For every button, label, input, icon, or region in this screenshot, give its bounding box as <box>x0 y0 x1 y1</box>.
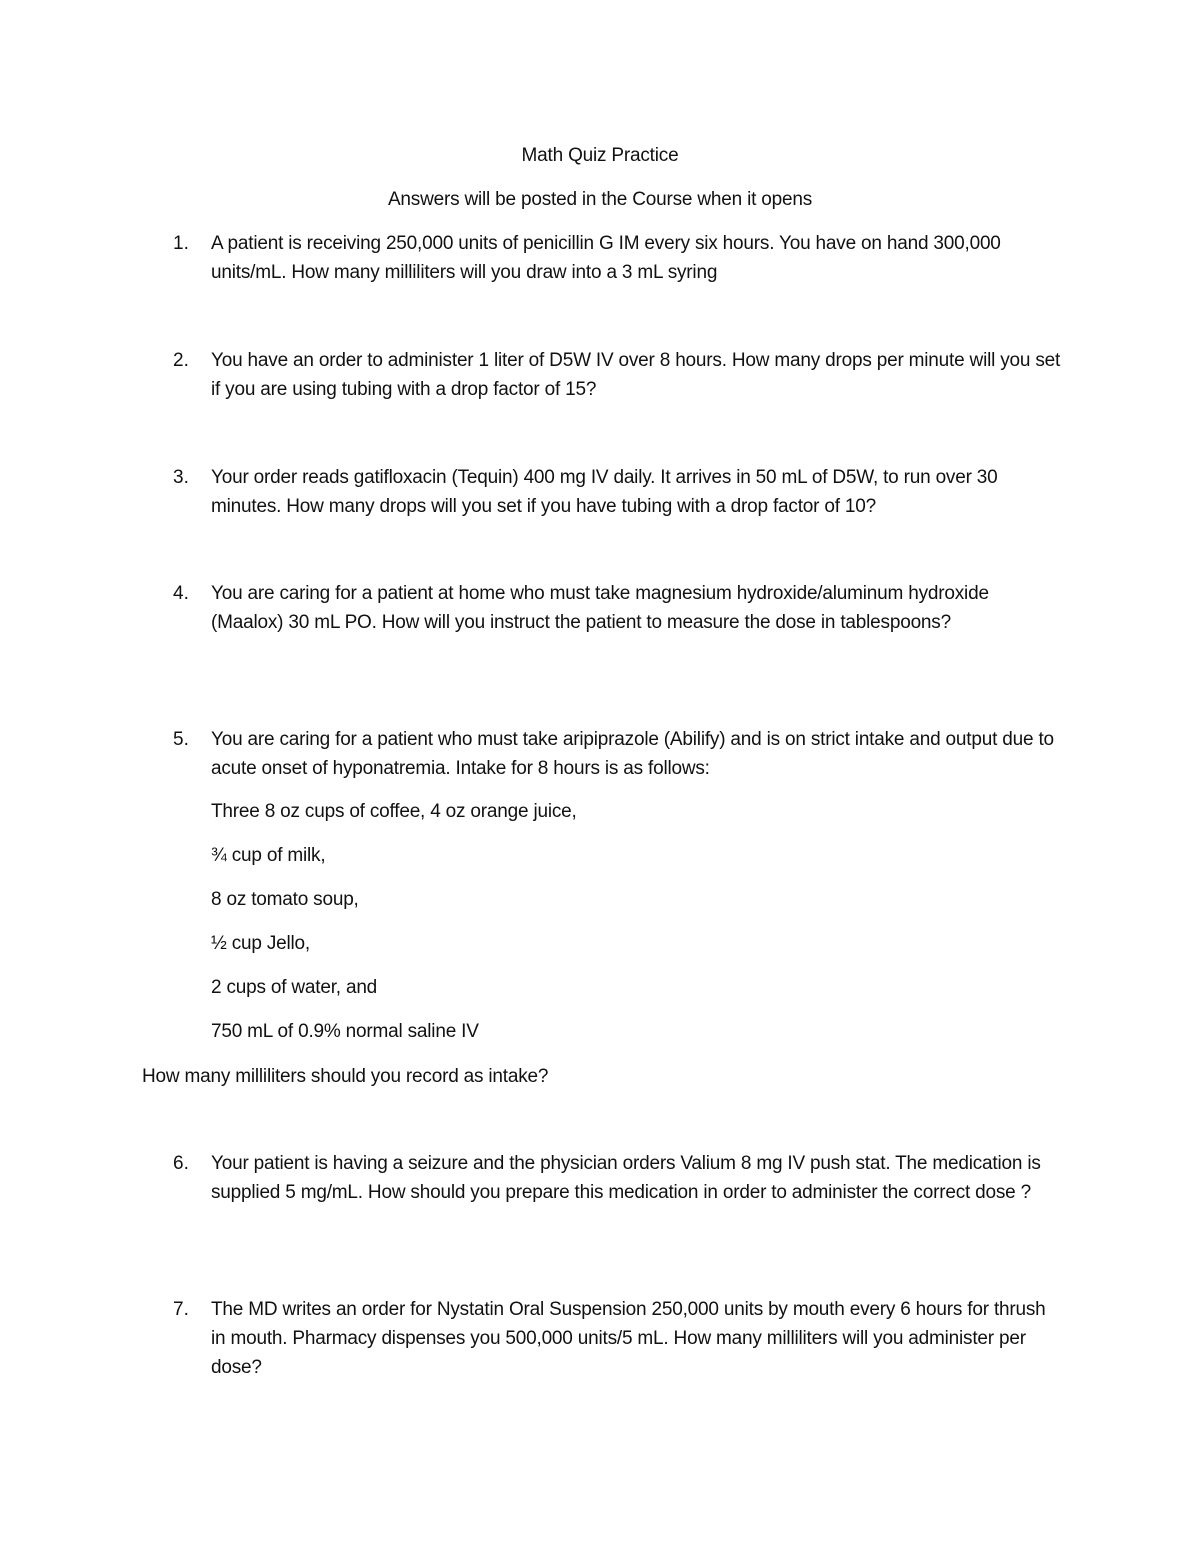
question-number: 1. <box>173 233 189 254</box>
intake-item: ½ cup Jello, <box>211 933 310 954</box>
question-text: A patient is receiving 250,000 units of penicillin G IM every six hours. You have on hand 300,000 units/mL. How many milliliters will you draw into a 3 mL syring <box>211 233 1001 283</box>
intake-item: 8 oz tomato soup, <box>211 889 359 910</box>
intake-item: 750 mL of 0.9% normal saline IV <box>211 1021 479 1042</box>
intake-item: 2 cups of water, and <box>211 977 378 998</box>
question-text: You are caring for a patient who must take aripiprazole (Abilify) and is on strict intake and output due to acute onset of hyponatremia. Intake for 8 hours is as follows: <box>211 729 1054 779</box>
page-title: Math Quiz Practice <box>521 145 679 166</box>
page-subtitle: Answers will be posted in the Course when it opens <box>387 189 813 210</box>
question-text: Your patient is having a seizure and the physician orders Valium 8 mg IV push stat. The medication is supplied 5 mg/mL. How should you prepare this medication in order to administer the correct dose ? <box>211 1153 1041 1203</box>
question-number: 7. <box>173 1299 189 1320</box>
question-number: 6. <box>173 1153 189 1174</box>
intake-item: ¾ cup of milk, <box>211 845 326 866</box>
question-number: 3. <box>173 467 189 488</box>
question-number: 5. <box>173 729 189 750</box>
question-number: 4. <box>173 583 189 604</box>
question-number: 2. <box>173 350 189 371</box>
question-text: Your order reads gatifloxacin (Tequin) 400 mg IV daily. It arrives in 50 mL of D5W, to run over 30 minutes. How many drops will you set if you have tubing with a drop factor of 10? <box>211 467 998 517</box>
question-text: You are caring for a patient at home who must take magnesium hydroxide/aluminum hydroxide (Maalox) 30 mL PO. How will you instruct the patient to measure the dose in tablespoons? <box>211 583 989 633</box>
question-followup: How many milliliters should you record as intake? <box>142 1066 549 1087</box>
question-text: You have an order to administer 1 liter of D5W IV over 8 hours. How many drops per minute will you set if you are using tubing with a drop factor of 15? <box>211 350 1061 400</box>
intake-item: Three 8 oz cups of coffee, 4 oz orange juice, <box>211 801 577 822</box>
question-text: The MD writes an order for Nystatin Oral Suspension 250,000 units by mouth every 6 hours for thrush in mouth. Pharmacy dispenses you 500,000 units/5 mL. How many milliliters will you administer per dose? <box>211 1299 1046 1378</box>
